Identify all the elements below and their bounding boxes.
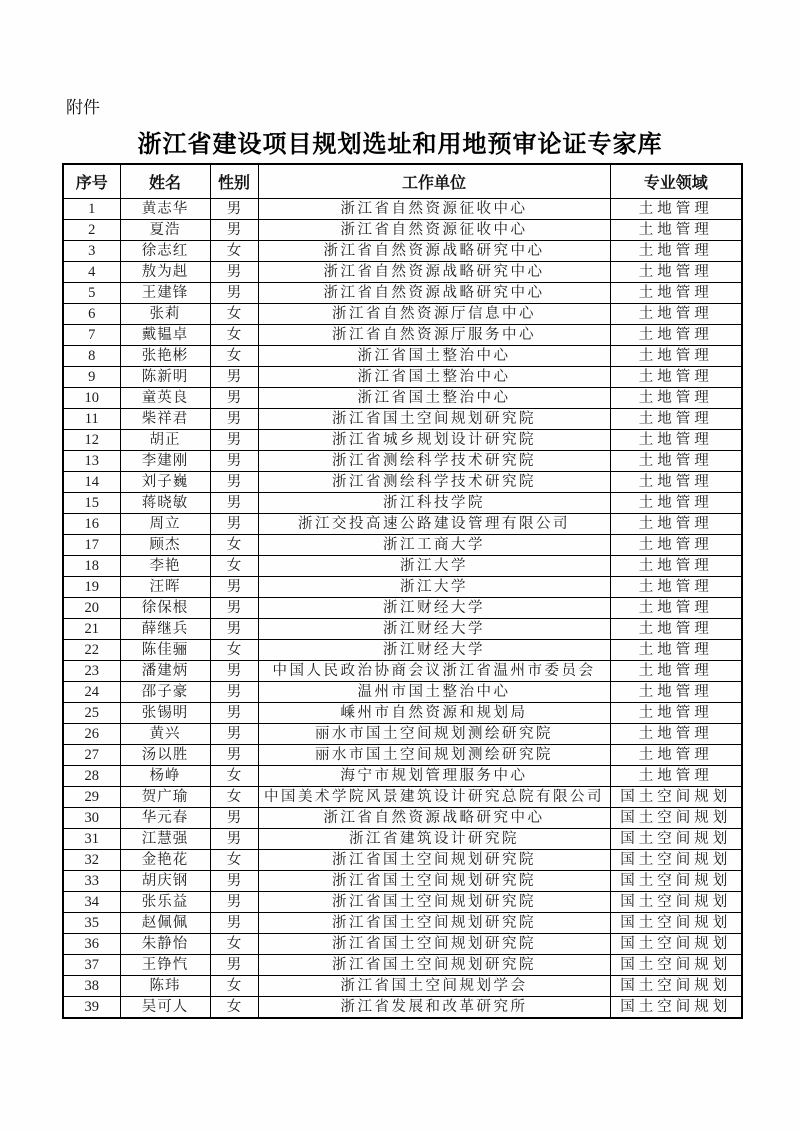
cell-gender: 男 [210, 262, 258, 283]
col-header-seq: 序号 [63, 164, 120, 199]
cell-unit: 浙江省测绘科学技术研究院 [258, 472, 610, 493]
cell-gender: 女 [210, 304, 258, 325]
cell-unit: 浙江省测绘科学技术研究院 [258, 451, 610, 472]
cell-field: 土地管理 [610, 409, 742, 430]
table-row [63, 388, 742, 409]
cell-seq: 1 [63, 199, 120, 220]
cell-field: 土地管理 [610, 661, 742, 682]
cell-gender: 男 [210, 682, 258, 703]
cell-unit: 浙江省国土空间规划研究院 [258, 934, 610, 955]
cell-field: 土地管理 [610, 199, 742, 220]
cell-field: 国土空间规划 [610, 871, 742, 892]
cell-unit: 丽水市国土空间规划测绘研究院 [258, 745, 610, 766]
table-row [63, 304, 742, 325]
cell-unit: 浙江省自然资源战略研究中心 [258, 262, 610, 283]
header-row [63, 164, 742, 199]
table-row [63, 808, 742, 829]
cell-field: 国土空间规划 [610, 955, 742, 976]
table-row [63, 976, 742, 997]
cell-name: 胡庆钢 [120, 871, 210, 892]
cell-gender: 男 [210, 472, 258, 493]
col-header-field: 专业领域 [610, 164, 742, 199]
table-row [63, 346, 742, 367]
cell-seq: 29 [63, 787, 120, 808]
col-header-unit: 工作单位 [258, 164, 610, 199]
cell-field: 国土空间规划 [610, 829, 742, 850]
cell-gender: 女 [210, 976, 258, 997]
cell-field: 国土空间规划 [610, 850, 742, 871]
cell-seq: 17 [63, 535, 120, 556]
cell-field: 土地管理 [610, 241, 742, 262]
cell-name: 黄兴 [120, 724, 210, 745]
cell-name: 陈新明 [120, 367, 210, 388]
table-row [63, 640, 742, 661]
cell-field: 国土空间规划 [610, 934, 742, 955]
cell-unit: 浙江工商大学 [258, 535, 610, 556]
cell-field: 土地管理 [610, 640, 742, 661]
cell-name: 李建刚 [120, 451, 210, 472]
cell-seq: 6 [63, 304, 120, 325]
experts-table-header [63, 164, 742, 199]
table-row [63, 367, 742, 388]
cell-gender: 男 [210, 388, 258, 409]
table-row [63, 871, 742, 892]
table-row [63, 913, 742, 934]
cell-gender: 女 [210, 241, 258, 262]
cell-unit: 浙江省国土空间规划研究院 [258, 409, 610, 430]
attachment-label: 附件 [66, 98, 100, 117]
cell-name: 徐志红 [120, 241, 210, 262]
table-row [63, 493, 742, 514]
cell-name: 陈玮 [120, 976, 210, 997]
cell-seq: 38 [63, 976, 120, 997]
table-row [63, 556, 742, 577]
cell-name: 吴可人 [120, 997, 210, 1019]
cell-gender: 男 [210, 514, 258, 535]
cell-seq: 14 [63, 472, 120, 493]
cell-gender: 男 [210, 367, 258, 388]
page-title: 浙江省建设项目规划选址和用地预审论证专家库 [137, 132, 663, 158]
cell-gender: 男 [210, 451, 258, 472]
table-row [63, 892, 742, 913]
cell-unit: 浙江省国土空间规划研究院 [258, 913, 610, 934]
cell-gender: 女 [210, 325, 258, 346]
cell-field: 国土空间规划 [610, 976, 742, 997]
cell-gender: 男 [210, 745, 258, 766]
cell-unit: 浙江省国土整治中心 [258, 367, 610, 388]
cell-name: 刘子巍 [120, 472, 210, 493]
table-row [63, 619, 742, 640]
cell-field: 土地管理 [610, 388, 742, 409]
cell-gender: 男 [210, 703, 258, 724]
cell-name: 王铮忾 [120, 955, 210, 976]
table-row [63, 745, 742, 766]
cell-seq: 33 [63, 871, 120, 892]
cell-name: 张乐益 [120, 892, 210, 913]
cell-gender: 男 [210, 661, 258, 682]
cell-field: 土地管理 [610, 535, 742, 556]
cell-gender: 男 [210, 619, 258, 640]
cell-field: 土地管理 [610, 430, 742, 451]
cell-gender: 男 [210, 892, 258, 913]
cell-gender: 男 [210, 577, 258, 598]
table-row [63, 514, 742, 535]
cell-unit: 浙江省自然资源战略研究中心 [258, 241, 610, 262]
cell-unit: 浙江省自然资源征收中心 [258, 220, 610, 241]
cell-unit: 浙江财经大学 [258, 619, 610, 640]
cell-gender: 男 [210, 913, 258, 934]
cell-name: 王建锋 [120, 283, 210, 304]
cell-unit: 浙江省城乡规划设计研究院 [258, 430, 610, 451]
table-row [63, 283, 742, 304]
table-row [63, 661, 742, 682]
table-row [63, 598, 742, 619]
cell-seq: 22 [63, 640, 120, 661]
cell-name: 李艳 [120, 556, 210, 577]
table-row [63, 787, 742, 808]
cell-field: 土地管理 [610, 556, 742, 577]
cell-unit: 浙江省自然资源征收中心 [258, 199, 610, 220]
cell-unit: 中国人民政治协商会议浙江省温州市委员会 [258, 661, 610, 682]
cell-gender: 男 [210, 808, 258, 829]
cell-field: 土地管理 [610, 619, 742, 640]
cell-seq: 18 [63, 556, 120, 577]
table-row [63, 577, 742, 598]
cell-unit: 嵊州市自然资源和规划局 [258, 703, 610, 724]
cell-name: 邵子豪 [120, 682, 210, 703]
cell-seq: 32 [63, 850, 120, 871]
table-row [63, 682, 742, 703]
cell-field: 土地管理 [610, 493, 742, 514]
cell-unit: 浙江交投高速公路建设管理有限公司 [258, 514, 610, 535]
cell-name: 敖为赳 [120, 262, 210, 283]
cell-seq: 23 [63, 661, 120, 682]
cell-seq: 21 [63, 619, 120, 640]
cell-seq: 37 [63, 955, 120, 976]
cell-name: 杨峥 [120, 766, 210, 787]
cell-field: 土地管理 [610, 220, 742, 241]
cell-seq: 27 [63, 745, 120, 766]
cell-name: 周立 [120, 514, 210, 535]
cell-seq: 11 [63, 409, 120, 430]
cell-name: 金艳花 [120, 850, 210, 871]
cell-unit: 中国美术学院风景建筑设计研究总院有限公司 [258, 787, 610, 808]
cell-seq: 2 [63, 220, 120, 241]
table-row [63, 535, 742, 556]
cell-name: 蒋晓敏 [120, 493, 210, 514]
cell-unit: 浙江省国土空间规划研究院 [258, 955, 610, 976]
cell-unit: 浙江省自然资源战略研究中心 [258, 808, 610, 829]
table-row [63, 997, 742, 1019]
cell-field: 土地管理 [610, 304, 742, 325]
table-row [63, 703, 742, 724]
cell-field: 土地管理 [610, 766, 742, 787]
cell-seq: 30 [63, 808, 120, 829]
cell-field: 土地管理 [610, 283, 742, 304]
cell-seq: 20 [63, 598, 120, 619]
col-header-name: 姓名 [120, 164, 210, 199]
cell-field: 国土空间规划 [610, 997, 742, 1019]
cell-seq: 16 [63, 514, 120, 535]
cell-field: 土地管理 [610, 577, 742, 598]
cell-gender: 女 [210, 640, 258, 661]
cell-field: 土地管理 [610, 598, 742, 619]
cell-field: 土地管理 [610, 451, 742, 472]
cell-unit: 浙江省国土空间规划研究院 [258, 892, 610, 913]
cell-gender: 男 [210, 829, 258, 850]
table-row [63, 955, 742, 976]
cell-seq: 34 [63, 892, 120, 913]
cell-name: 潘建炳 [120, 661, 210, 682]
cell-field: 土地管理 [610, 724, 742, 745]
cell-name: 黄志华 [120, 199, 210, 220]
cell-seq: 28 [63, 766, 120, 787]
cell-gender: 男 [210, 220, 258, 241]
cell-name: 华元春 [120, 808, 210, 829]
cell-field: 土地管理 [610, 703, 742, 724]
cell-seq: 24 [63, 682, 120, 703]
cell-name: 朱静怡 [120, 934, 210, 955]
cell-seq: 12 [63, 430, 120, 451]
experts-table-body [63, 199, 742, 1019]
cell-unit: 浙江财经大学 [258, 640, 610, 661]
cell-gender: 男 [210, 493, 258, 514]
cell-unit: 浙江财经大学 [258, 598, 610, 619]
cell-name: 江慧强 [120, 829, 210, 850]
cell-seq: 26 [63, 724, 120, 745]
cell-name: 张锡明 [120, 703, 210, 724]
cell-name: 张莉 [120, 304, 210, 325]
table-row [63, 829, 742, 850]
table-row [63, 724, 742, 745]
cell-field: 土地管理 [610, 367, 742, 388]
cell-field: 国土空间规划 [610, 892, 742, 913]
cell-field: 土地管理 [610, 514, 742, 535]
table-row [63, 220, 742, 241]
cell-seq: 5 [63, 283, 120, 304]
cell-seq: 13 [63, 451, 120, 472]
cell-unit: 丽水市国土空间规划测绘研究院 [258, 724, 610, 745]
cell-field: 土地管理 [610, 346, 742, 367]
cell-seq: 4 [63, 262, 120, 283]
table-row [63, 850, 742, 871]
cell-name: 陈佳骊 [120, 640, 210, 661]
table-row [63, 409, 742, 430]
table-row [63, 766, 742, 787]
cell-seq: 7 [63, 325, 120, 346]
cell-seq: 39 [63, 997, 120, 1019]
cell-unit: 浙江省国土空间规划学会 [258, 976, 610, 997]
cell-name: 赵佩佩 [120, 913, 210, 934]
table-row [63, 451, 742, 472]
cell-unit: 浙江省国土空间规划研究院 [258, 850, 610, 871]
cell-name: 夏浩 [120, 220, 210, 241]
cell-gender: 女 [210, 346, 258, 367]
cell-gender: 男 [210, 430, 258, 451]
cell-gender: 男 [210, 283, 258, 304]
table-row [63, 430, 742, 451]
cell-name: 汤以胜 [120, 745, 210, 766]
cell-name: 柴祥君 [120, 409, 210, 430]
experts-table-container [62, 163, 743, 1019]
cell-unit: 浙江省发展和改革研究所 [258, 997, 610, 1019]
table-row [63, 241, 742, 262]
cell-unit: 浙江省自然资源厅服务中心 [258, 325, 610, 346]
cell-seq: 36 [63, 934, 120, 955]
cell-seq: 25 [63, 703, 120, 724]
cell-seq: 10 [63, 388, 120, 409]
cell-name: 徐保根 [120, 598, 210, 619]
cell-unit: 浙江省国土空间规划研究院 [258, 871, 610, 892]
cell-name: 戴韫卓 [120, 325, 210, 346]
cell-name: 汪晖 [120, 577, 210, 598]
cell-gender: 女 [210, 787, 258, 808]
cell-unit: 浙江省自然资源战略研究中心 [258, 283, 610, 304]
cell-name: 胡正 [120, 430, 210, 451]
cell-field: 国土空间规划 [610, 808, 742, 829]
cell-gender: 女 [210, 766, 258, 787]
cell-unit: 浙江科技学院 [258, 493, 610, 514]
table-row [63, 472, 742, 493]
cell-unit: 海宁市规划管理服务中心 [258, 766, 610, 787]
cell-unit: 浙江大学 [258, 556, 610, 577]
cell-gender: 男 [210, 199, 258, 220]
cell-field: 国土空间规划 [610, 913, 742, 934]
cell-unit: 温州市国土整治中心 [258, 682, 610, 703]
cell-field: 土地管理 [610, 262, 742, 283]
cell-unit: 浙江省自然资源厅信息中心 [258, 304, 610, 325]
cell-seq: 31 [63, 829, 120, 850]
cell-field: 土地管理 [610, 472, 742, 493]
cell-name: 张艳彬 [120, 346, 210, 367]
table-row [63, 934, 742, 955]
experts-table [62, 163, 743, 1019]
cell-seq: 19 [63, 577, 120, 598]
cell-gender: 女 [210, 934, 258, 955]
cell-unit: 浙江省国土整治中心 [258, 346, 610, 367]
cell-name: 顾杰 [120, 535, 210, 556]
cell-seq: 15 [63, 493, 120, 514]
cell-field: 国土空间规划 [610, 787, 742, 808]
cell-gender: 男 [210, 409, 258, 430]
col-header-gender: 性别 [210, 164, 258, 199]
cell-name: 贺广瑜 [120, 787, 210, 808]
cell-gender: 女 [210, 535, 258, 556]
cell-seq: 3 [63, 241, 120, 262]
table-row [63, 262, 742, 283]
cell-seq: 8 [63, 346, 120, 367]
cell-name: 童英良 [120, 388, 210, 409]
cell-gender: 女 [210, 997, 258, 1019]
cell-field: 土地管理 [610, 325, 742, 346]
cell-name: 薛继兵 [120, 619, 210, 640]
cell-field: 土地管理 [610, 745, 742, 766]
cell-gender: 男 [210, 598, 258, 619]
cell-field: 土地管理 [610, 682, 742, 703]
cell-unit: 浙江大学 [258, 577, 610, 598]
cell-seq: 9 [63, 367, 120, 388]
cell-gender: 女 [210, 556, 258, 577]
cell-unit: 浙江省国土整治中心 [258, 388, 610, 409]
cell-gender: 男 [210, 955, 258, 976]
table-row [63, 199, 742, 220]
cell-unit: 浙江省建筑设计研究院 [258, 829, 610, 850]
cell-gender: 男 [210, 724, 258, 745]
cell-gender: 男 [210, 871, 258, 892]
cell-gender: 女 [210, 850, 258, 871]
cell-seq: 35 [63, 913, 120, 934]
table-row [63, 325, 742, 346]
